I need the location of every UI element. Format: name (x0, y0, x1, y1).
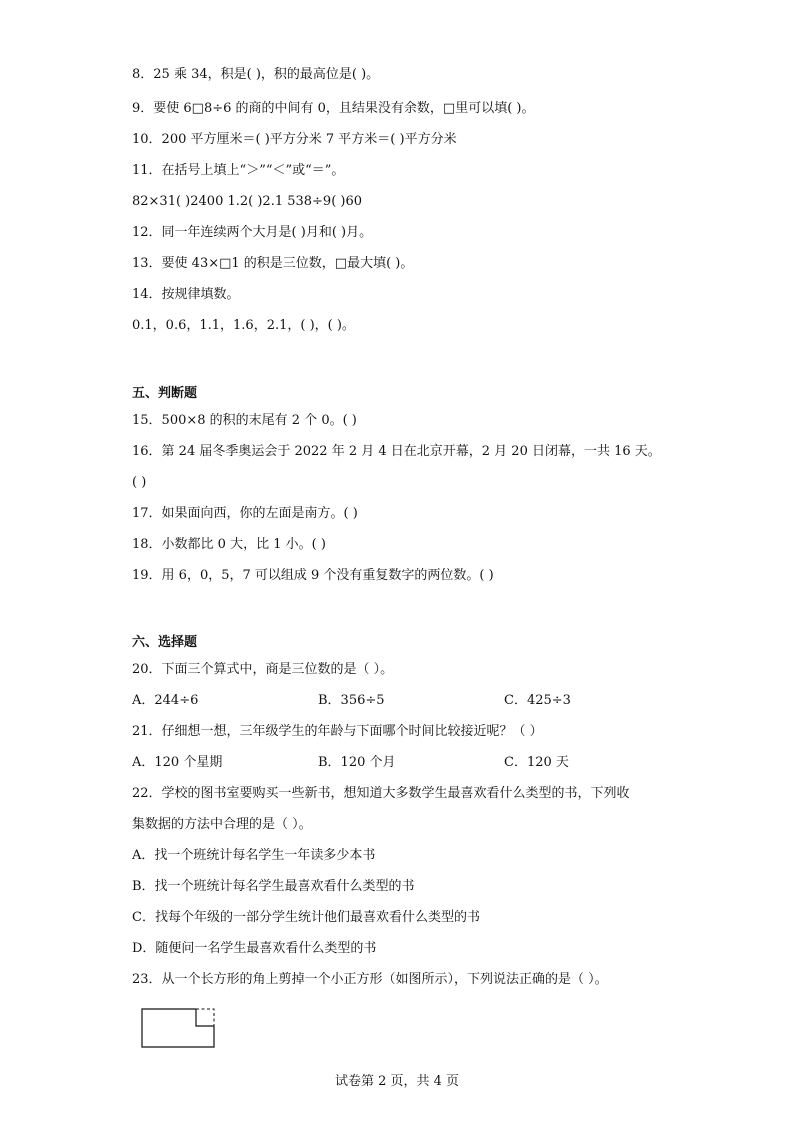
question-14-sequence: 0.1，0.6，1.1，1.6，2.1，( )，( )。 (132, 318, 355, 333)
question-8: 8．25 乘 34，积是( )，积的最高位是( )。 (132, 67, 380, 82)
question-22: 22．学校的图书室要购买一些新书，想知道大多数学生最喜欢看什么类型的书，下列收 (132, 786, 630, 801)
section-5-title: 五、判断题 (132, 386, 198, 401)
question-20: 20．下面三个算式中，商是三位数的是（ ）。 (132, 662, 394, 677)
question-20-option-a: A．244÷6 (132, 693, 199, 708)
section-6-title: 六、选择题 (132, 635, 198, 650)
question-21-option-c: C．120 天 (504, 755, 569, 770)
question-21-option-a: A．120 个星期 (132, 755, 223, 770)
question-23: 23．从一个长方形的角上剪掉一个小正方形（如图所示），下列说法正确的是（ ）。 (132, 972, 608, 987)
question-21-option-b: B．120 个月 (318, 755, 396, 770)
question-22-option-b: B．找一个班统计每名学生最喜欢看什么类型的书 (132, 879, 415, 894)
question-20-option-c: C．425÷3 (504, 693, 571, 708)
question-21: 21．仔细想一想，三年级学生的年龄与下面哪个时间比较接近呢？（ ） (132, 724, 543, 739)
question-12: 12．同一年连续两个大月是( )月和( )月。 (132, 225, 373, 240)
page-footer: 试卷第 2 页，共 4 页 (334, 1074, 460, 1089)
question-22-option-d: D．随便问一名学生最喜欢看什么类型的书 (132, 941, 377, 956)
question-11: 11．在括号上填上“＞”“＜”或“＝”。 (132, 163, 345, 178)
rectangle-cut-corner-figure (141, 1008, 215, 1048)
question-10: 10．200 平方厘米＝( )平方分米 7 平方米＝( )平方分米 (132, 132, 457, 147)
question-20-option-b: B．356÷5 (318, 693, 385, 708)
question-11-items: 82×31( )2400 1.2( )2.1 538÷9( )60 (132, 194, 363, 209)
question-16: 16．第 24 届冬季奥运会于 2022 年 2 月 4 日在北京开幕，2 月 20 日闭幕，一共 16 天。 (132, 444, 661, 459)
question-22-continued: 集数据的方法中合理的是（ ）。 (132, 817, 312, 832)
question-15: 15．500×8 的积的末尾有 2 个 0。( ) (132, 413, 357, 428)
question-22-option-c: C．找每个年级的一部分学生统计他们最喜欢看什么类型的书 (132, 910, 480, 925)
question-17: 17．如果面向西，你的左面是南方。( ) (132, 506, 358, 521)
question-18: 18．小数都比 0 大，比 1 小。( ) (132, 537, 326, 552)
question-14: 14．按规律填数。 (132, 287, 240, 302)
question-22-option-a: A．找一个班统计每名学生一年读多少本书 (132, 848, 376, 863)
question-13: 13．要使 43×□1 的积是三位数，□最大填( )。 (132, 256, 414, 271)
question-19: 19．用 6，0，5，7 可以组成 9 个没有重复数字的两位数。( ) (132, 568, 494, 583)
question-9: 9．要使 6□8÷6 的商的中间有 0，且结果没有余数，□里可以填( )。 (132, 101, 535, 116)
question-16-blank: ( ) (132, 475, 147, 490)
